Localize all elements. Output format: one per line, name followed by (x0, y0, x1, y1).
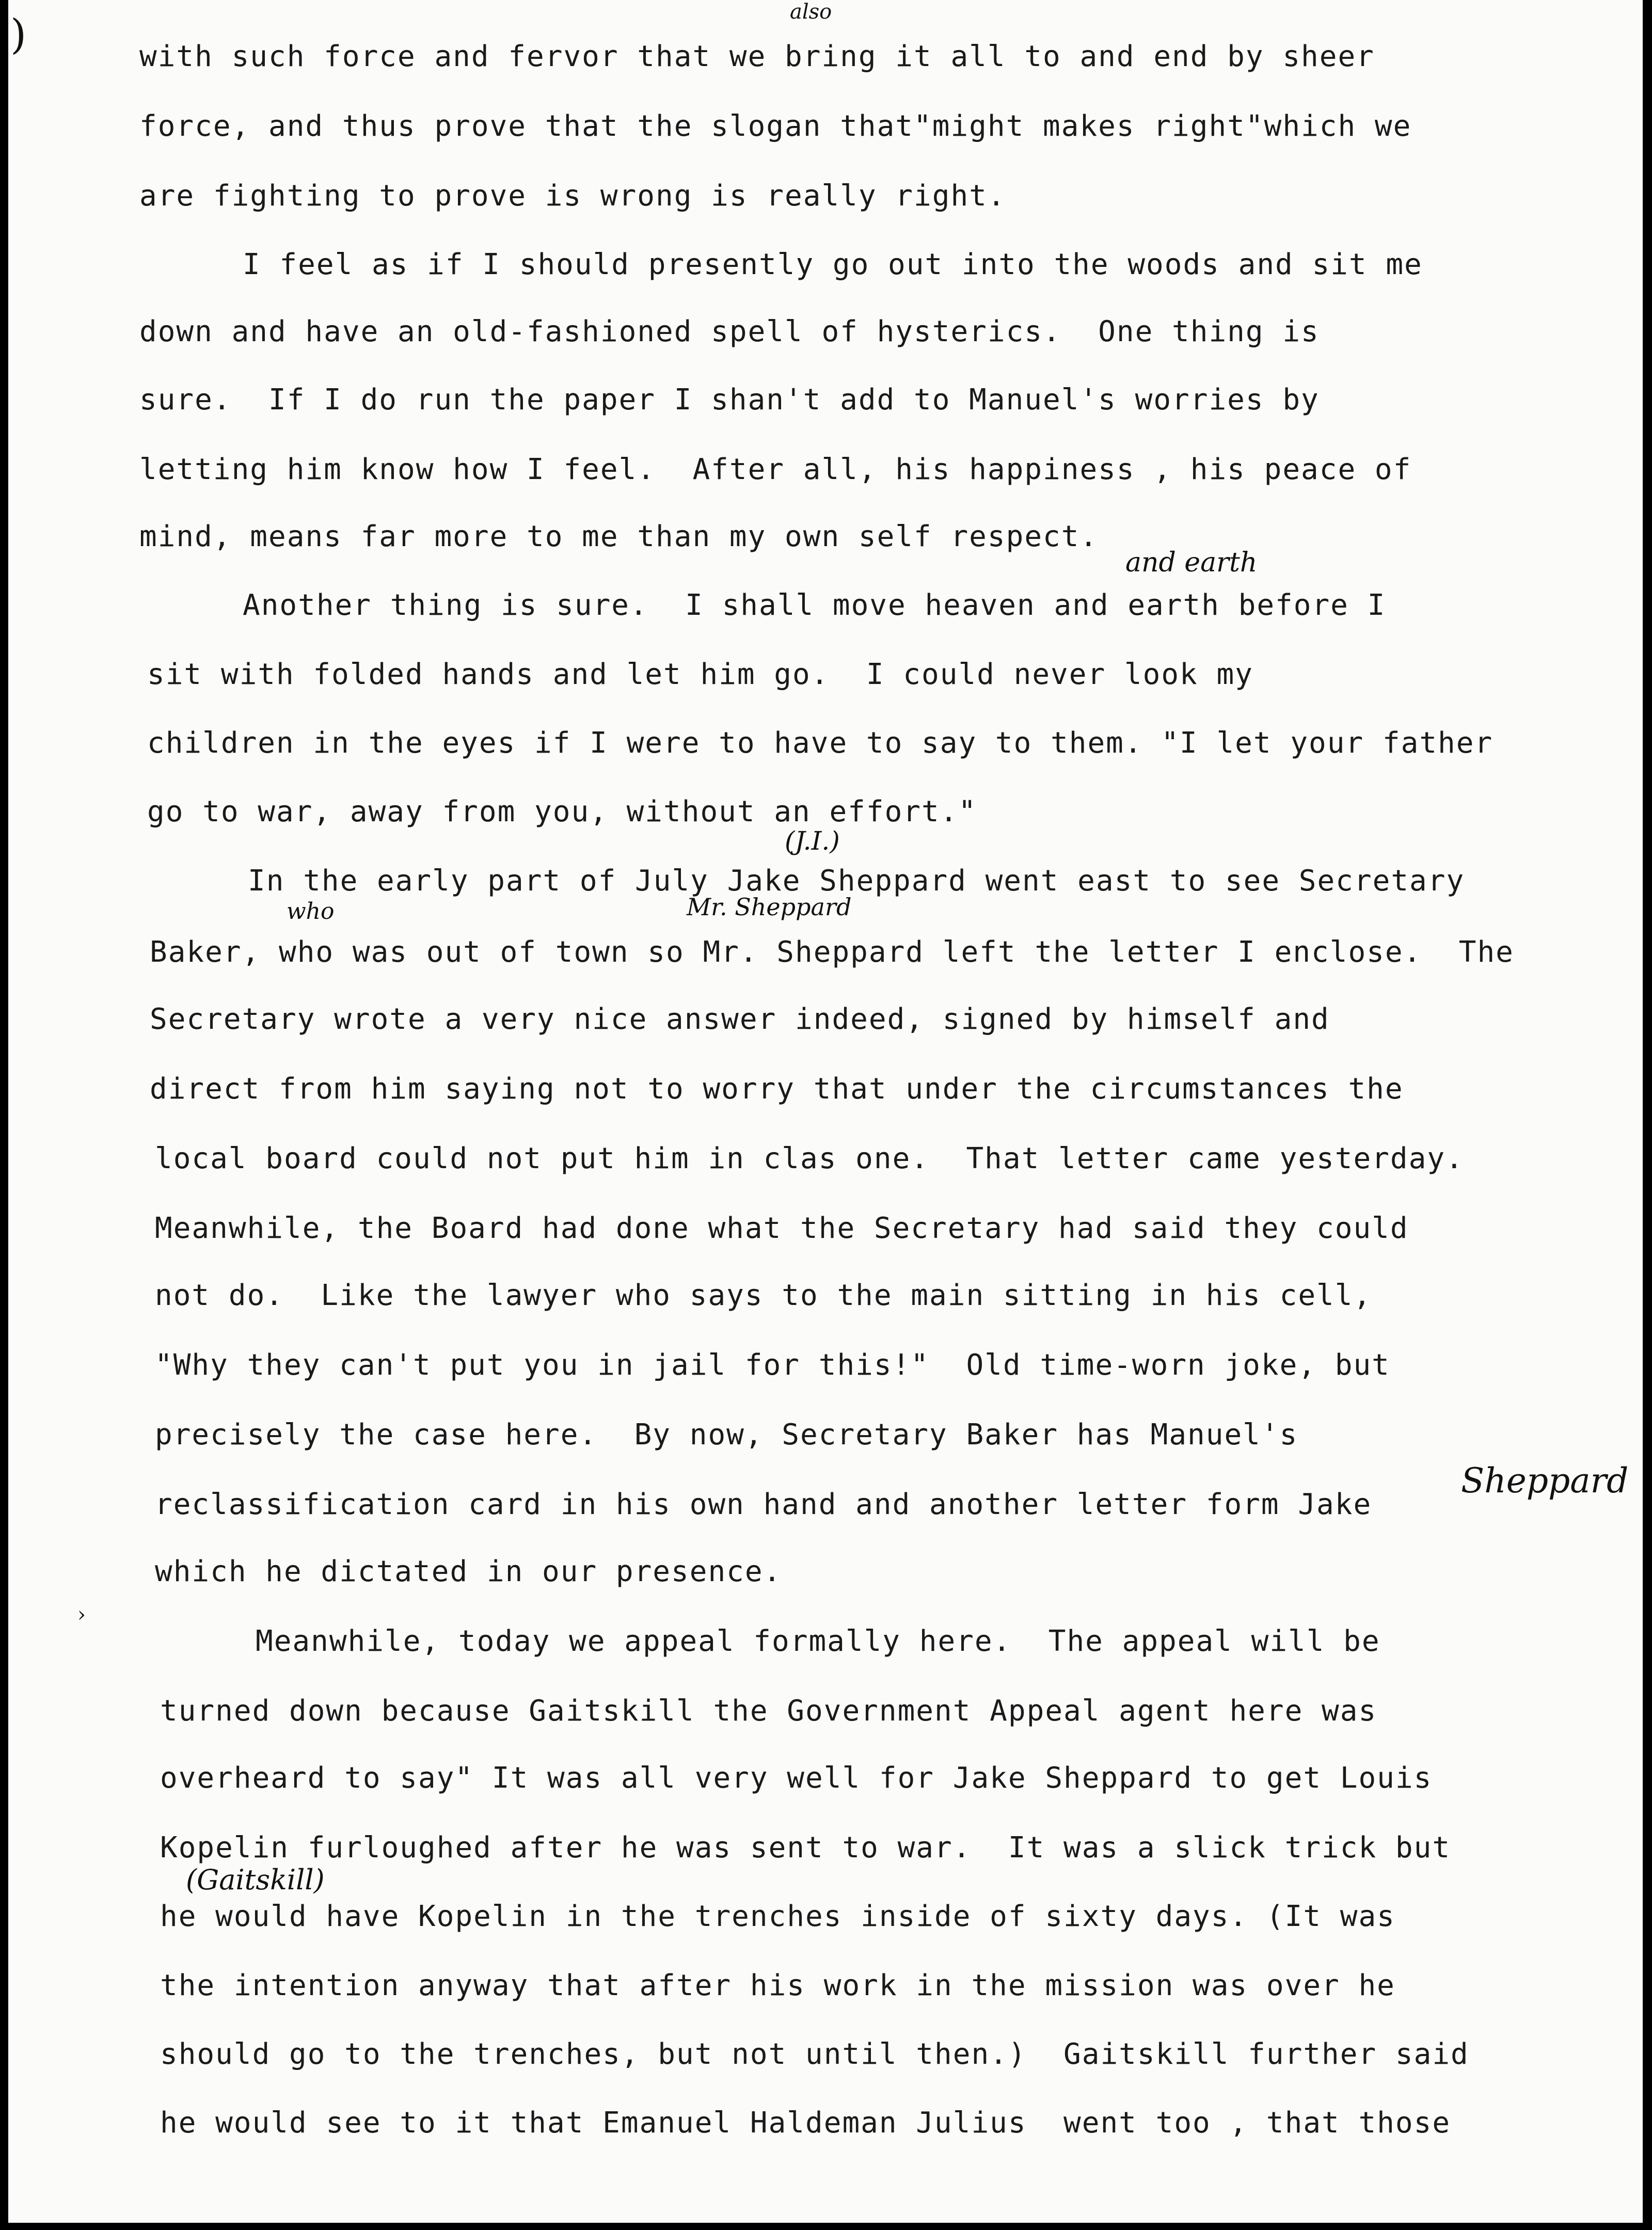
text-line: sure. If I do run the paper I shan't add to Manuel's worries by (139, 383, 1320, 417)
text-line: go to war, away from you, without an effort." (147, 795, 977, 829)
text-line: not do. Like the lawyer who says to the main sitting in his cell, (155, 1279, 1372, 1312)
margin-tick-mark: › (77, 1603, 86, 1627)
text-line: reclassification card in his own hand and another letter form Jake (155, 1488, 1372, 1521)
text-line: force, and thus prove that the slogan that"might makes right"which we (139, 109, 1412, 143)
text-line: which he dictated in our presence. (155, 1555, 782, 1588)
scan-border-right (1643, 0, 1652, 2230)
paragraph-start-line: Another thing is sure. I shall move heaven and earth before I (243, 588, 1386, 622)
text-line: down and have an old-fashioned spell of hysterics. One thing is (139, 315, 1320, 348)
text-line: direct from him saying not to worry that under the circumstances the (150, 1072, 1404, 1106)
text-line: are fighting to prove is wrong is really right. (139, 179, 1006, 213)
handwritten-annotation: Sheppard (1461, 1461, 1629, 1501)
text-line: precisely the case here. By now, Secretary Baker has Manuel's (155, 1418, 1298, 1452)
text-line: Meanwhile, the Board had done what the Secretary had said they could (155, 1212, 1409, 1245)
handwritten-annotation: (J.I.) (785, 826, 840, 856)
text-line: Baker, who was out of town so Mr. Sheppard left the letter I enclose. The (150, 935, 1514, 969)
text-line: with such force and fervor that we bring it all to and end by sheer (139, 40, 1375, 73)
paragraph-start-line: In the early part of July Jake Sheppard went east to see Secretary (248, 864, 1465, 898)
handwritten-annotation: Mr. Sheppard (687, 893, 852, 921)
text-line: he would see to it that Emanuel Haldeman Julius went too , that those (160, 2106, 1451, 2140)
handwritten-annotation: and earth (1125, 547, 1258, 578)
paragraph-start-line: Meanwhile, today we appeal formally here. The appeal will be (256, 1624, 1380, 1658)
handwritten-annotation: also (790, 0, 832, 24)
text-line: letting him know how I feel. After all, his happiness , his peace of (139, 453, 1412, 486)
text-line: the intention anyway that after his work in the mission was over he (160, 1969, 1395, 2002)
scan-border-left (0, 0, 8, 2230)
text-line: sit with folded hands and let him go. I could never look my (147, 658, 1253, 691)
margin-bracket-mark: ) (10, 10, 27, 58)
text-line: overheard to say" It was all very well for Jake Sheppard to get Louis (160, 1761, 1433, 1795)
text-line: local board could not put him in clas one. That letter came yesterday. (155, 1142, 1464, 1175)
scan-border-bottom (0, 2223, 1652, 2230)
handwritten-annotation: (Gaitskill) (186, 1863, 325, 1896)
text-line: he would have Kopelin in the trenches inside of sixty days. (It was (160, 1900, 1395, 1933)
text-line: "Why they can't put you in jail for this!" Old time-worn joke, but (155, 1348, 1390, 1382)
text-line: Secretary wrote a very nice answer indeed, signed by himself and (150, 1002, 1330, 1036)
text-line: children in the eyes if I were to have to say to them. "I let your father (147, 726, 1494, 760)
handwritten-annotation: who (287, 898, 335, 925)
text-line: turned down because Gaitskill the Government Appeal agent here was (160, 1694, 1377, 1728)
text-line: mind, means far more to me than my own self respect. (139, 520, 1099, 553)
paragraph-start-line: I feel as if I should presently go out into the woods and sit me (243, 248, 1423, 281)
text-line: Kopelin furloughed after he was sent to war. It was a slick trick but (160, 1831, 1451, 1865)
text-line: should go to the trenches, but not until then.) Gaitskill further said (160, 2037, 1469, 2071)
